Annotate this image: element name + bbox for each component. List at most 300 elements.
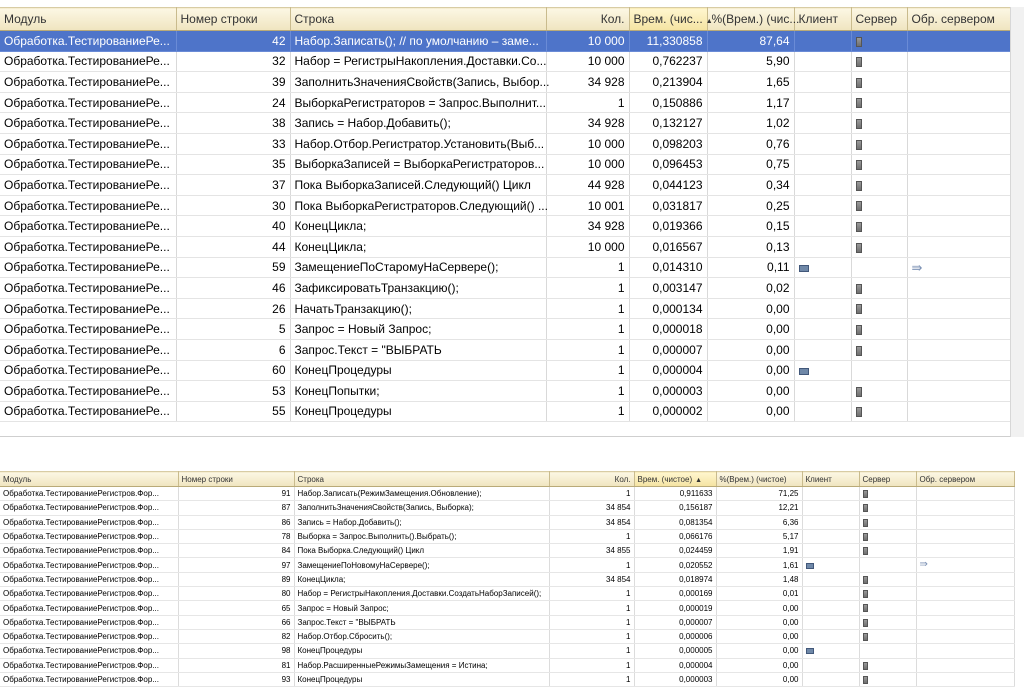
cell-time-percent[interactable]: 0,75	[707, 154, 794, 175]
cell-count[interactable]: 1	[549, 529, 634, 543]
cell-count[interactable]: 34 928	[546, 113, 629, 134]
cell-line-number[interactable]: 44	[176, 236, 290, 257]
cell-time-net[interactable]: 0,098203	[629, 133, 707, 154]
cell-time-percent[interactable]: 12,21	[716, 501, 802, 515]
table-row[interactable]	[0, 175, 1014, 196]
cell-client[interactable]	[794, 216, 851, 237]
table-row[interactable]	[0, 587, 1014, 601]
cell-time-percent[interactable]: 0,00	[716, 658, 802, 672]
cell-module[interactable]: Обработка.ТестированиеРе...	[0, 257, 176, 278]
table-row[interactable]	[0, 236, 1014, 257]
cell-count[interactable]: 1	[549, 644, 634, 658]
cell-server-call[interactable]	[907, 195, 1014, 216]
cell-client[interactable]	[802, 658, 859, 672]
cell-count[interactable]: 1	[549, 658, 634, 672]
cell-line[interactable]: Запрос = Новый Запрос;	[294, 601, 549, 615]
cell-client[interactable]	[794, 51, 851, 72]
cell-time-net[interactable]: 0,000134	[629, 298, 707, 319]
cell-line[interactable]: КонецЦикла;	[290, 236, 546, 257]
cell-module[interactable]: Обработка.ТестированиеРе...	[0, 360, 176, 381]
cell-server-call[interactable]	[916, 529, 1014, 543]
cell-module[interactable]: Обработка.ТестированиеРе...	[0, 154, 176, 175]
cell-time-net[interactable]: 0,911633	[634, 487, 716, 501]
cell-client[interactable]	[802, 515, 859, 529]
cell-module[interactable]: Обработка.ТестированиеРегистров.Фор...	[0, 644, 178, 658]
cell-time-percent[interactable]: 0,00	[707, 319, 794, 340]
cell-time-net[interactable]: 0,132127	[629, 113, 707, 134]
cell-server[interactable]	[859, 544, 916, 558]
table-row[interactable]	[0, 615, 1014, 629]
cell-count[interactable]: 34 928	[546, 216, 629, 237]
cell-time-net[interactable]: 0,096453	[629, 154, 707, 175]
cell-time-net[interactable]: 0,000004	[629, 360, 707, 381]
cell-time-percent[interactable]: 0,00	[707, 381, 794, 402]
cell-line[interactable]: КонецЦикла;	[290, 216, 546, 237]
cell-time-net[interactable]: 0,150886	[629, 92, 707, 113]
cell-client[interactable]	[802, 558, 859, 572]
cell-time-percent[interactable]: 0,76	[707, 133, 794, 154]
cell-count[interactable]: 1	[549, 487, 634, 501]
cell-time-net[interactable]: 0,014310	[629, 257, 707, 278]
cell-line[interactable]: КонецПроцедуры	[290, 401, 546, 422]
cell-time-net[interactable]: 0,000169	[634, 587, 716, 601]
cell-line[interactable]: Набор.Записать(); // по умолчанию – заме...	[290, 31, 546, 52]
cell-server[interactable]	[851, 257, 907, 278]
cell-line[interactable]: Запрос = Новый Запрос;	[290, 319, 546, 340]
cell-line[interactable]: Набор.Записать(РежимЗамещения.Обновление);	[294, 487, 549, 501]
cell-line[interactable]: НачатьТранзакцию();	[290, 298, 546, 319]
cell-line-number[interactable]: 42	[176, 31, 290, 52]
cell-count[interactable]: 34 854	[549, 572, 634, 586]
cell-server[interactable]	[851, 92, 907, 113]
cell-server-call[interactable]	[907, 133, 1014, 154]
cell-line[interactable]: КонецПопытки;	[290, 381, 546, 402]
cell-line[interactable]: Пока Выборка.Следующий() Цикл	[294, 544, 549, 558]
cell-count[interactable]: 34 928	[546, 72, 629, 93]
cell-line-number[interactable]: 6	[176, 339, 290, 360]
cell-line[interactable]: Пока ВыборкаРегистраторов.Следующий() ...	[290, 195, 546, 216]
cell-count[interactable]: 1	[546, 381, 629, 402]
cell-module[interactable]: Обработка.ТестированиеРе...	[0, 278, 176, 299]
cell-server-call[interactable]	[907, 72, 1014, 93]
cell-server-call[interactable]	[916, 601, 1014, 615]
table-row[interactable]	[0, 257, 1014, 278]
cell-module[interactable]: Обработка.ТестированиеРегистров.Фор...	[0, 544, 178, 558]
cell-line[interactable]: КонецЦикла;	[294, 572, 549, 586]
table-row[interactable]	[0, 298, 1014, 319]
cell-server-call[interactable]	[907, 360, 1014, 381]
column-header-server[interactable]: Сервер	[859, 472, 916, 487]
table-row[interactable]	[0, 51, 1014, 72]
cell-count[interactable]: 1	[549, 558, 634, 572]
cell-line-number[interactable]: 30	[176, 195, 290, 216]
cell-server-call[interactable]	[916, 629, 1014, 643]
cell-client[interactable]	[794, 278, 851, 299]
cell-count[interactable]: 34 854	[549, 515, 634, 529]
cell-server[interactable]	[851, 175, 907, 196]
cell-client[interactable]	[794, 401, 851, 422]
cell-line-number[interactable]: 24	[176, 92, 290, 113]
cell-count[interactable]: 1	[546, 319, 629, 340]
cell-line-number[interactable]: 87	[178, 501, 294, 515]
cell-count[interactable]: 34 854	[549, 501, 634, 515]
table-row[interactable]	[0, 644, 1014, 658]
cell-client[interactable]	[794, 92, 851, 113]
cell-line-number[interactable]: 81	[178, 658, 294, 672]
cell-module[interactable]: Обработка.ТестированиеРегистров.Фор...	[0, 501, 178, 515]
column-header-time-percent[interactable]: %(Врем.) (чис...	[707, 8, 794, 31]
cell-server[interactable]	[851, 31, 907, 52]
cell-line[interactable]: Набор = РегистрыНакопления.Доставки.СоздатьНаборЗаписей();	[294, 587, 549, 601]
cell-line[interactable]: Набор.Отбор.Сбросить();	[294, 629, 549, 643]
cell-server[interactable]	[859, 487, 916, 501]
cell-server[interactable]	[859, 558, 916, 572]
cell-time-percent[interactable]: 0,00	[716, 629, 802, 643]
column-header-time-net[interactable]	[634, 472, 716, 487]
cell-count[interactable]: 10 000	[546, 154, 629, 175]
cell-module[interactable]: Обработка.ТестированиеРе...	[0, 401, 176, 422]
cell-client[interactable]	[794, 72, 851, 93]
cell-line[interactable]: ВыборкаЗаписей = ВыборкаРегистраторов...	[290, 154, 546, 175]
cell-line[interactable]: Пока ВыборкаЗаписей.Следующий() Цикл	[290, 175, 546, 196]
cell-server[interactable]	[859, 572, 916, 586]
cell-count[interactable]: 1	[546, 298, 629, 319]
cell-client[interactable]	[794, 339, 851, 360]
cell-server[interactable]	[851, 319, 907, 340]
cell-time-net[interactable]: 0,762237	[629, 51, 707, 72]
cell-count[interactable]: 1	[549, 672, 634, 686]
cell-server-call[interactable]	[916, 587, 1014, 601]
cell-server-call[interactable]	[907, 31, 1014, 52]
cell-module[interactable]: Обработка.ТестированиеРе...	[0, 195, 176, 216]
cell-server-call[interactable]	[907, 175, 1014, 196]
cell-server-call[interactable]	[907, 216, 1014, 237]
cell-count[interactable]: 1	[549, 629, 634, 643]
cell-server-call[interactable]	[916, 644, 1014, 658]
column-header-line-number[interactable]: Номер строки	[176, 8, 290, 31]
cell-server[interactable]	[851, 154, 907, 175]
performance-measurement-table[interactable]	[0, 7, 1015, 422]
cell-line-number[interactable]: 60	[176, 360, 290, 381]
table-row[interactable]	[0, 339, 1014, 360]
cell-module[interactable]: Обработка.ТестированиеРегистров.Фор...	[0, 672, 178, 686]
cell-count[interactable]: 1	[546, 339, 629, 360]
cell-module[interactable]: Обработка.ТестированиеРе...	[0, 381, 176, 402]
cell-time-net[interactable]: 0,031817	[629, 195, 707, 216]
cell-line-number[interactable]: 84	[178, 544, 294, 558]
cell-time-net[interactable]: 0,213904	[629, 72, 707, 93]
cell-client[interactable]	[794, 257, 851, 278]
cell-time-percent[interactable]: 0,00	[707, 339, 794, 360]
cell-count[interactable]: 1	[546, 278, 629, 299]
cell-time-net[interactable]: 0,081354	[634, 515, 716, 529]
cell-module[interactable]: Обработка.ТестированиеРе...	[0, 298, 176, 319]
cell-time-percent[interactable]: 1,61	[716, 558, 802, 572]
performance-measurement-table-2[interactable]	[0, 471, 1015, 687]
cell-client[interactable]	[794, 175, 851, 196]
column-header-server[interactable]: Сервер	[851, 8, 907, 31]
column-header-client[interactable]: Клиент	[794, 8, 851, 31]
cell-server-call[interactable]	[907, 278, 1014, 299]
cell-line-number[interactable]: 98	[178, 644, 294, 658]
cell-line-number[interactable]: 35	[176, 154, 290, 175]
cell-count[interactable]: 10 000	[546, 133, 629, 154]
cell-module[interactable]: Обработка.ТестированиеРегистров.Фор...	[0, 629, 178, 643]
cell-time-percent[interactable]: 0,00	[716, 644, 802, 658]
cell-line[interactable]: Запрос.Текст = "ВЫБРАТЬ	[290, 339, 546, 360]
cell-count[interactable]: 1	[549, 615, 634, 629]
cell-count[interactable]: 10 000	[546, 236, 629, 257]
cell-server-call[interactable]	[907, 298, 1014, 319]
cell-line[interactable]: КонецПроцедуры	[294, 644, 549, 658]
cell-module[interactable]: Обработка.ТестированиеРе...	[0, 319, 176, 340]
cell-module[interactable]: Обработка.ТестированиеРе...	[0, 92, 176, 113]
cell-client[interactable]	[802, 572, 859, 586]
cell-server-call[interactable]	[916, 501, 1014, 515]
cell-count[interactable]: 44 928	[546, 175, 629, 196]
cell-line-number[interactable]: 59	[176, 257, 290, 278]
table-row[interactable]	[0, 672, 1014, 686]
column-header-client[interactable]: Клиент	[802, 472, 859, 487]
cell-server-call[interactable]	[916, 658, 1014, 672]
cell-time-percent[interactable]: 1,65	[707, 72, 794, 93]
column-header-server-call[interactable]: Обр. сервером	[916, 472, 1014, 487]
cell-server[interactable]	[851, 133, 907, 154]
table-row[interactable]	[0, 154, 1014, 175]
column-header-server-call[interactable]: Обр. сервером	[907, 8, 1014, 31]
cell-client[interactable]	[794, 31, 851, 52]
cell-time-percent[interactable]: 0,00	[707, 401, 794, 422]
cell-server-call[interactable]	[916, 515, 1014, 529]
cell-client[interactable]	[802, 544, 859, 558]
cell-server[interactable]	[859, 587, 916, 601]
cell-line-number[interactable]: 89	[178, 572, 294, 586]
vertical-scrollbar[interactable]	[1010, 7, 1024, 437]
cell-count[interactable]: 1	[546, 360, 629, 381]
cell-line[interactable]: Выборка = Запрос.Выполнить().Выбрать();	[294, 529, 549, 543]
cell-time-net[interactable]: 0,016567	[629, 236, 707, 257]
cell-server[interactable]	[859, 615, 916, 629]
cell-line[interactable]: ЗамещениеПоСтаромуНаСервере();	[290, 257, 546, 278]
cell-time-net[interactable]: 0,044123	[629, 175, 707, 196]
cell-line-number[interactable]: 86	[178, 515, 294, 529]
cell-module[interactable]: Обработка.ТестированиеРе...	[0, 72, 176, 93]
cell-server[interactable]	[851, 360, 907, 381]
cell-time-net[interactable]: 0,000018	[629, 319, 707, 340]
cell-server-call[interactable]	[916, 672, 1014, 686]
cell-server-call[interactable]	[916, 572, 1014, 586]
cell-server-call[interactable]	[916, 544, 1014, 558]
cell-time-percent[interactable]: 1,48	[716, 572, 802, 586]
cell-module[interactable]: Обработка.ТестированиеРегистров.Фор...	[0, 615, 178, 629]
cell-line[interactable]: Набор.РасширенныеРежимыЗамещения = Истина;	[294, 658, 549, 672]
cell-time-net[interactable]: 0,000007	[629, 339, 707, 360]
cell-time-net[interactable]: 0,000003	[629, 381, 707, 402]
cell-line[interactable]: Набор.Отбор.Регистратор.Установить(Выб...	[290, 133, 546, 154]
cell-line-number[interactable]: 46	[176, 278, 290, 299]
cell-time-percent[interactable]: 0,02	[707, 278, 794, 299]
cell-time-percent[interactable]: 0,00	[707, 360, 794, 381]
cell-server-call[interactable]	[907, 319, 1014, 340]
cell-client[interactable]	[802, 487, 859, 501]
cell-module[interactable]: Обработка.ТестированиеРе...	[0, 216, 176, 237]
column-header-module[interactable]: Модуль	[0, 8, 176, 31]
table-row[interactable]	[0, 515, 1014, 529]
column-header-count[interactable]: Кол.	[549, 472, 634, 487]
cell-client[interactable]	[794, 154, 851, 175]
table-row[interactable]	[0, 501, 1014, 515]
cell-module[interactable]: Обработка.ТестированиеРегистров.Фор...	[0, 587, 178, 601]
table-row[interactable]	[0, 319, 1014, 340]
cell-line[interactable]: Набор = РегистрыНакопления.Доставки.Со...	[290, 51, 546, 72]
cell-client[interactable]	[794, 360, 851, 381]
cell-server[interactable]	[851, 72, 907, 93]
cell-time-percent[interactable]: 0,11	[707, 257, 794, 278]
cell-client[interactable]	[802, 501, 859, 515]
cell-time-net[interactable]: 0,018974	[634, 572, 716, 586]
cell-module[interactable]: Обработка.ТестированиеРегистров.Фор...	[0, 529, 178, 543]
cell-line-number[interactable]: 39	[176, 72, 290, 93]
cell-time-net[interactable]: 0,156187	[634, 501, 716, 515]
cell-server[interactable]	[851, 401, 907, 422]
cell-server-call[interactable]	[907, 92, 1014, 113]
cell-server[interactable]	[851, 236, 907, 257]
cell-server[interactable]	[851, 195, 907, 216]
cell-module[interactable]: Обработка.ТестированиеРегистров.Фор...	[0, 658, 178, 672]
cell-module[interactable]: Обработка.ТестированиеРе...	[0, 51, 176, 72]
cell-module[interactable]: Обработка.ТестированиеРе...	[0, 175, 176, 196]
cell-server[interactable]	[859, 644, 916, 658]
cell-line[interactable]: Запись = Набор.Добавить();	[290, 113, 546, 134]
table-row[interactable]	[0, 401, 1014, 422]
table-row[interactable]	[0, 31, 1014, 52]
cell-server-call[interactable]	[907, 381, 1014, 402]
cell-line-number[interactable]: 65	[178, 601, 294, 615]
cell-client[interactable]	[794, 381, 851, 402]
cell-module[interactable]: Обработка.ТестированиеРе...	[0, 133, 176, 154]
cell-client[interactable]	[802, 629, 859, 643]
cell-time-net[interactable]: 0,000003	[634, 672, 716, 686]
cell-client[interactable]	[794, 298, 851, 319]
table-row[interactable]	[0, 133, 1014, 154]
cell-line-number[interactable]: 40	[176, 216, 290, 237]
cell-server[interactable]	[851, 113, 907, 134]
column-header-time-net[interactable]	[629, 8, 713, 31]
cell-module[interactable]: Обработка.ТестированиеРегистров.Фор...	[0, 487, 178, 501]
cell-count[interactable]: 1	[546, 257, 629, 278]
cell-time-net[interactable]: 0,000019	[634, 601, 716, 615]
cell-line-number[interactable]: 91	[178, 487, 294, 501]
cell-line[interactable]: ЗамещениеПоНовомуНаСервере();	[294, 558, 549, 572]
table-row[interactable]	[0, 601, 1014, 615]
cell-line-number[interactable]: 78	[178, 529, 294, 543]
cell-server-call[interactable]	[916, 558, 1014, 572]
column-header-line[interactable]: Строка	[290, 8, 546, 31]
cell-client[interactable]	[794, 236, 851, 257]
table-row[interactable]	[0, 278, 1014, 299]
cell-time-percent[interactable]: 5,90	[707, 51, 794, 72]
cell-time-net[interactable]: 0,003147	[629, 278, 707, 299]
cell-count[interactable]: 1	[546, 401, 629, 422]
cell-server[interactable]	[859, 501, 916, 515]
cell-time-net[interactable]: 0,024459	[634, 544, 716, 558]
cell-time-net[interactable]: 0,000005	[634, 644, 716, 658]
table-row[interactable]	[0, 558, 1014, 572]
cell-client[interactable]	[794, 113, 851, 134]
cell-line-number[interactable]: 80	[178, 587, 294, 601]
column-header-line-number[interactable]: Номер строки	[178, 472, 294, 487]
cell-server-call[interactable]	[907, 339, 1014, 360]
cell-server[interactable]	[859, 658, 916, 672]
cell-module[interactable]: Обработка.ТестированиеРе...	[0, 31, 176, 52]
cell-line-number[interactable]: 93	[178, 672, 294, 686]
column-header-time-percent[interactable]: %(Врем.) (чистое)	[716, 472, 802, 487]
cell-server[interactable]	[851, 381, 907, 402]
cell-module[interactable]: Обработка.ТестированиеРе...	[0, 339, 176, 360]
table-row[interactable]	[0, 629, 1014, 643]
cell-server[interactable]	[851, 298, 907, 319]
table-row[interactable]	[0, 360, 1014, 381]
cell-time-net[interactable]: 0,000007	[634, 615, 716, 629]
cell-server-call[interactable]	[907, 113, 1014, 134]
table-row[interactable]	[0, 572, 1014, 586]
column-header-count[interactable]: Кол.	[546, 8, 629, 31]
cell-client[interactable]	[794, 195, 851, 216]
cell-line-number[interactable]: 33	[176, 133, 290, 154]
table-row[interactable]	[0, 381, 1014, 402]
cell-server-call[interactable]	[916, 615, 1014, 629]
cell-count[interactable]: 10 000	[546, 51, 629, 72]
cell-time-percent[interactable]: 1,02	[707, 113, 794, 134]
cell-line[interactable]: ЗаполнитьЗначенияСвойств(Запись, Выборка);	[294, 501, 549, 515]
cell-line[interactable]: Запись = Набор.Добавить();	[294, 515, 549, 529]
cell-line-number[interactable]: 37	[176, 175, 290, 196]
table-row[interactable]	[0, 658, 1014, 672]
cell-time-net[interactable]: 0,066176	[634, 529, 716, 543]
table-row[interactable]	[0, 544, 1014, 558]
cell-line-number[interactable]: 38	[176, 113, 290, 134]
cell-module[interactable]: Обработка.ТестированиеРегистров.Фор...	[0, 515, 178, 529]
table-row[interactable]	[0, 216, 1014, 237]
cell-time-net[interactable]: 0,000006	[634, 629, 716, 643]
cell-count[interactable]: 34 855	[549, 544, 634, 558]
cell-server-call[interactable]	[916, 487, 1014, 501]
cell-time-net[interactable]: 0,019366	[629, 216, 707, 237]
cell-line-number[interactable]: 26	[176, 298, 290, 319]
cell-count[interactable]: 10 001	[546, 195, 629, 216]
cell-server-call[interactable]	[907, 51, 1014, 72]
cell-server[interactable]	[859, 515, 916, 529]
cell-time-net[interactable]: 11,330858	[629, 31, 707, 52]
cell-module[interactable]: Обработка.ТестированиеРегистров.Фор...	[0, 558, 178, 572]
cell-server-call[interactable]	[907, 236, 1014, 257]
table-row[interactable]	[0, 113, 1014, 134]
cell-count[interactable]: 10 000	[546, 31, 629, 52]
cell-time-percent[interactable]: 87,64	[707, 31, 794, 52]
cell-line-number[interactable]: 32	[176, 51, 290, 72]
cell-time-percent[interactable]: 0,00	[707, 298, 794, 319]
cell-client[interactable]	[802, 615, 859, 629]
cell-server[interactable]	[859, 629, 916, 643]
cell-server[interactable]	[859, 672, 916, 686]
cell-server[interactable]	[859, 601, 916, 615]
cell-line-number[interactable]: 82	[178, 629, 294, 643]
cell-time-percent[interactable]: 71,25	[716, 487, 802, 501]
cell-server[interactable]	[851, 339, 907, 360]
cell-line[interactable]: КонецПроцедуры	[290, 360, 546, 381]
cell-time-percent[interactable]: 0,13	[707, 236, 794, 257]
column-header-module[interactable]: Модуль	[0, 472, 178, 487]
